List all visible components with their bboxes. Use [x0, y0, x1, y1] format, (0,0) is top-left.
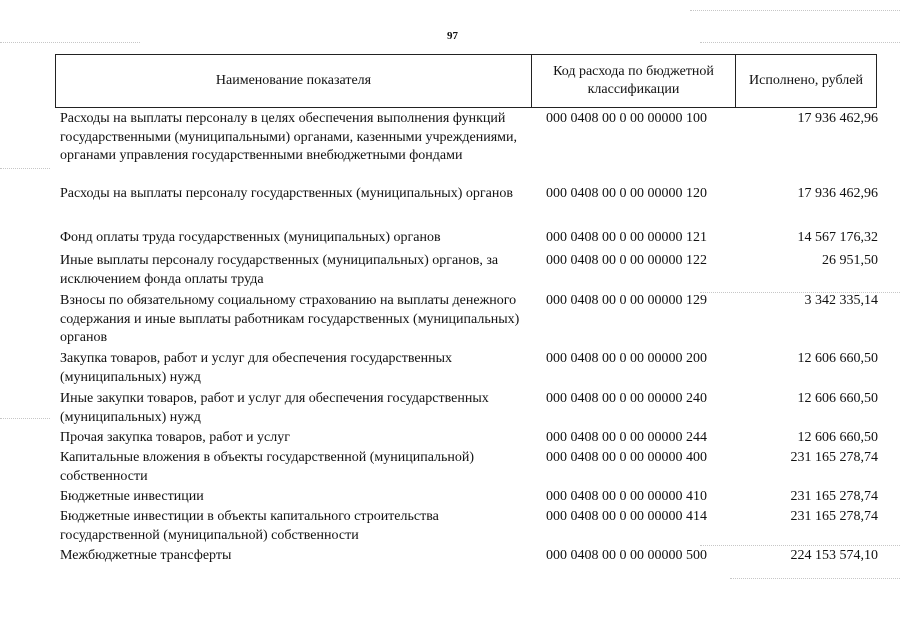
row-code: 000 0408 00 0 00 00000 100 — [546, 111, 707, 126]
scan-artifact — [0, 168, 50, 169]
header-code: Код расхода по бюджетной классификации — [532, 55, 736, 107]
row-name: Межбюджетные трансферты — [60, 548, 232, 563]
row-name: Закупка товаров, работ и услуг для обеспечения государственных (муниципальных) нужд — [60, 351, 453, 385]
row-name: Капитальные вложения в объекты государственной (муниципальной) собственности — [60, 450, 475, 484]
row-code: 000 0408 00 0 00 00000 129 — [546, 293, 707, 308]
row-amount: 17 936 462,96 — [797, 111, 878, 126]
row-name: Иные закупки товаров, работ и услуг для обеспечения государственных (муниципальных) нужд — [60, 391, 489, 425]
row-name: Взносы по обязательному социальному страхованию на выплаты денежного содержания и иные выплаты работникам государственных (муниципальных) органов — [60, 293, 520, 345]
row-code: 000 0408 00 0 00 00000 400 — [546, 450, 707, 465]
row-code: 000 0408 00 0 00 00000 244 — [546, 430, 707, 445]
row-amount: 231 165 278,74 — [790, 450, 878, 465]
scan-artifact — [0, 418, 50, 419]
table-row — [60, 110, 878, 185]
table-row — [60, 350, 878, 390]
table-row — [60, 185, 878, 229]
row-code: 000 0408 00 0 00 00000 120 — [546, 186, 707, 201]
table-row — [60, 429, 878, 449]
row-amount: 224 153 574,10 — [790, 548, 878, 563]
table-row — [60, 292, 878, 350]
table-row — [60, 449, 878, 488]
table-row — [60, 508, 878, 547]
table-body — [60, 110, 878, 567]
row-name: Прочая закупка товаров, работ и услуг — [60, 430, 290, 445]
scan-artifact — [690, 10, 900, 11]
row-code: 000 0408 00 0 00 00000 122 — [546, 253, 707, 268]
row-amount: 3 342 335,14 — [804, 293, 878, 308]
row-amount: 231 165 278,74 — [790, 489, 878, 504]
row-name: Бюджетные инвестиции — [60, 489, 204, 504]
scan-artifact — [730, 578, 900, 579]
table-row — [60, 252, 878, 292]
row-amount: 12 606 660,50 — [797, 430, 878, 445]
table-row — [60, 547, 878, 567]
scan-artifact — [700, 42, 900, 43]
row-name: Расходы на выплаты персоналу государственных (муниципальных) органов — [60, 186, 513, 201]
table-row — [60, 229, 878, 252]
row-code: 000 0408 00 0 00 00000 240 — [546, 391, 707, 406]
page-number: 97 — [447, 30, 458, 42]
row-amount: 17 936 462,96 — [797, 186, 878, 201]
row-code: 000 0408 00 0 00 00000 414 — [546, 509, 707, 524]
row-code: 000 0408 00 0 00 00000 500 — [546, 548, 707, 563]
row-code: 000 0408 00 0 00 00000 121 — [546, 230, 707, 245]
table-header — [55, 54, 877, 108]
row-amount: 12 606 660,50 — [797, 351, 878, 366]
table-row — [60, 390, 878, 429]
row-name: Бюджетные инвестиции в объекты капитального строительства государственной (муниципальной) собственности — [60, 509, 439, 543]
header-amount: Исполнено, рублей — [749, 73, 863, 88]
row-amount: 231 165 278,74 — [790, 509, 878, 524]
row-code: 000 0408 00 0 00 00000 200 — [546, 351, 707, 366]
row-amount: 12 606 660,50 — [797, 391, 878, 406]
table-row — [60, 488, 878, 508]
row-name: Иные выплаты персоналу государственных (муниципальных) органов, за исключением фонда оплаты труда — [60, 253, 499, 287]
scan-artifact — [0, 42, 140, 43]
row-name: Расходы на выплаты персоналу в целях обеспечения выполнения функций государственными (муниципальными) органами, казенными учреждениями, органами управления государственными внебюджетными фондами — [60, 111, 517, 163]
row-amount: 14 567 176,32 — [797, 230, 878, 245]
row-code: 000 0408 00 0 00 00000 410 — [546, 489, 707, 504]
row-name: Фонд оплаты труда государственных (муниципальных) органов — [60, 230, 441, 245]
row-amount: 26 951,50 — [822, 253, 878, 268]
header-name: Наименование показателя — [56, 55, 532, 107]
